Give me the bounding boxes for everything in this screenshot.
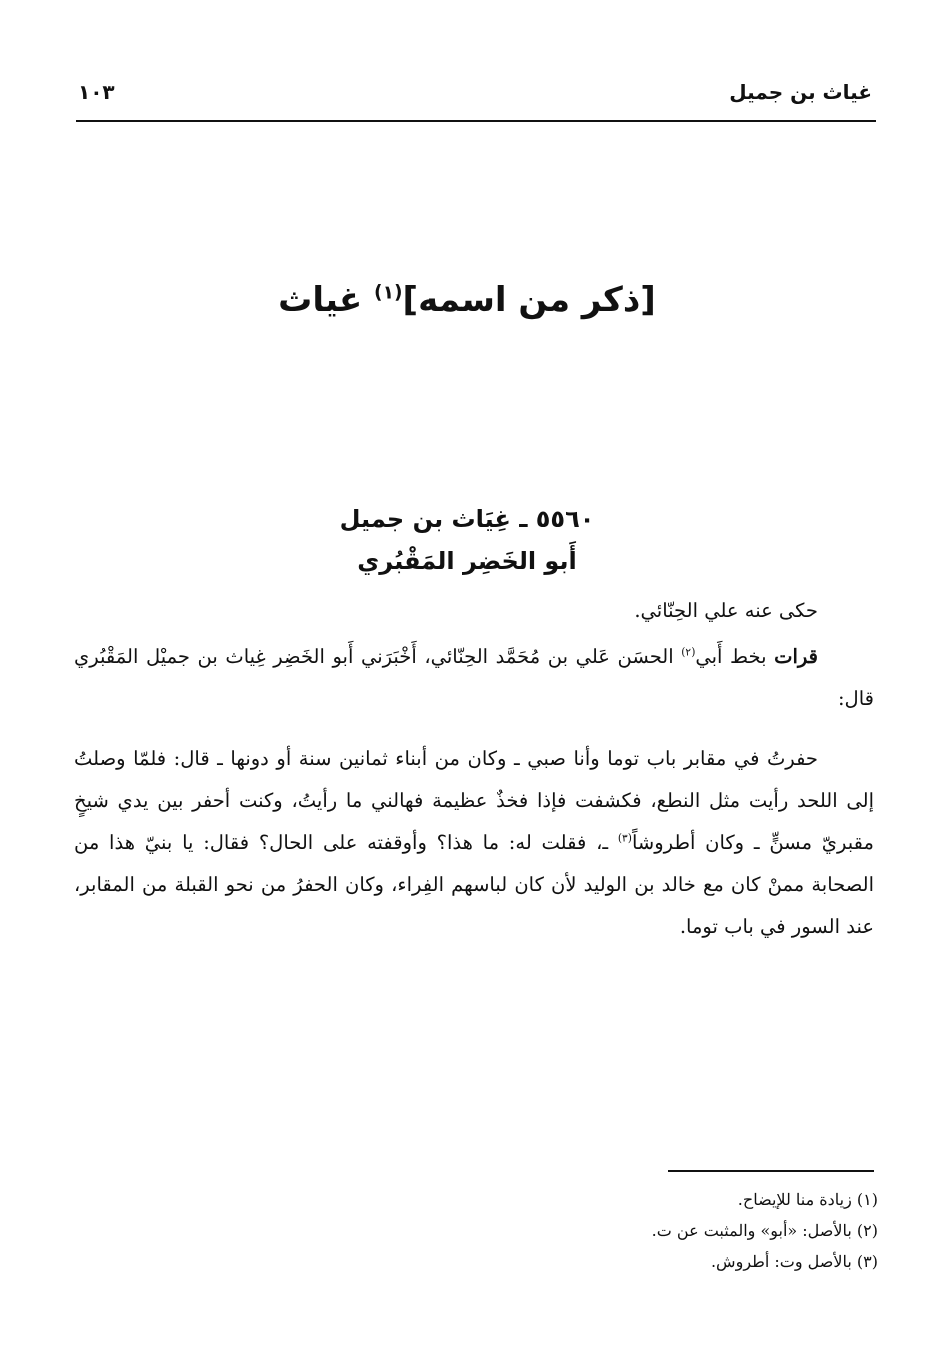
section-title: [0, 280, 934, 320]
footnote-ref-1[interactable]: (١): [374, 282, 403, 304]
page-number: ١٠٣: [78, 80, 115, 104]
footnote-3: (٣) بالأصل وت: أطروش.: [710, 1252, 878, 1271]
paragraph-narrator: حكى عنه علي الحِنّائي.: [634, 599, 818, 622]
footnote-divider: [668, 1170, 874, 1172]
footnote-ref-2[interactable]: (٢): [681, 645, 696, 659]
paragraph-isnad: [74, 636, 874, 720]
paragraph-narration-text-b: ـ، فقلت له: ما هذا؟ وأوقفته على الحال؟ فقال: يا بنيّ هذا من الصحابة ممنْ كان مع خالد بن الوليد لأن كان لباسهم الفِراء، وكان الحفرُ من نحو القبلة من المقابر، عند السور في باب توما.: [74, 831, 874, 938]
footnote-2: (٢) بالأصل: «أبو» والمثبت عن ت.: [651, 1221, 878, 1240]
paragraph-isnad-text-a: بخط أَبي: [695, 645, 775, 668]
section-title-name: غياث: [278, 280, 375, 320]
footnote-ref-3[interactable]: (٣): [617, 831, 632, 845]
paragraph-narration-text-a: حفرتُ في مقابر باب توما وأنا صبي ـ وكان من أبناء ثمانين سنة أو دونها ـ قال: فلمّا وصلتُ إلى اللحد رأيت مثل النطع، فكشفت فإذا فخذٌ عظيمة فهالني ما رأيتُ، وكنت أحفر بين يدي شيخٍ مقبريّ مسنٍّ ـ وكان أطروشاً: [74, 747, 874, 854]
paragraph-lead-word: قرات: [774, 645, 818, 668]
section-title-text: [ذكر من اسمه]: [402, 280, 656, 320]
paragraph-narration: [74, 738, 874, 948]
footnote-1: (١) زيادة منا للإيضاح.: [737, 1190, 878, 1209]
header-divider: [76, 120, 876, 122]
body-text: [74, 590, 874, 952]
paragraph-isnad-text-b: الحسَن عَلي بن مُحَمَّد الحِنّائي، أَخْبَرَني أَبو الخَضِر غِياث بن جميْل المَقْبُري قال:: [74, 645, 874, 710]
entry-title: ٥٥٦٠ ـ غِيَاث بن جميل: [339, 505, 595, 533]
entry-subtitle: أَبو الخَضِر المَقْبُري: [357, 547, 577, 575]
footnotes: [78, 1184, 878, 1277]
running-title: غياث بن جميل: [729, 80, 872, 104]
